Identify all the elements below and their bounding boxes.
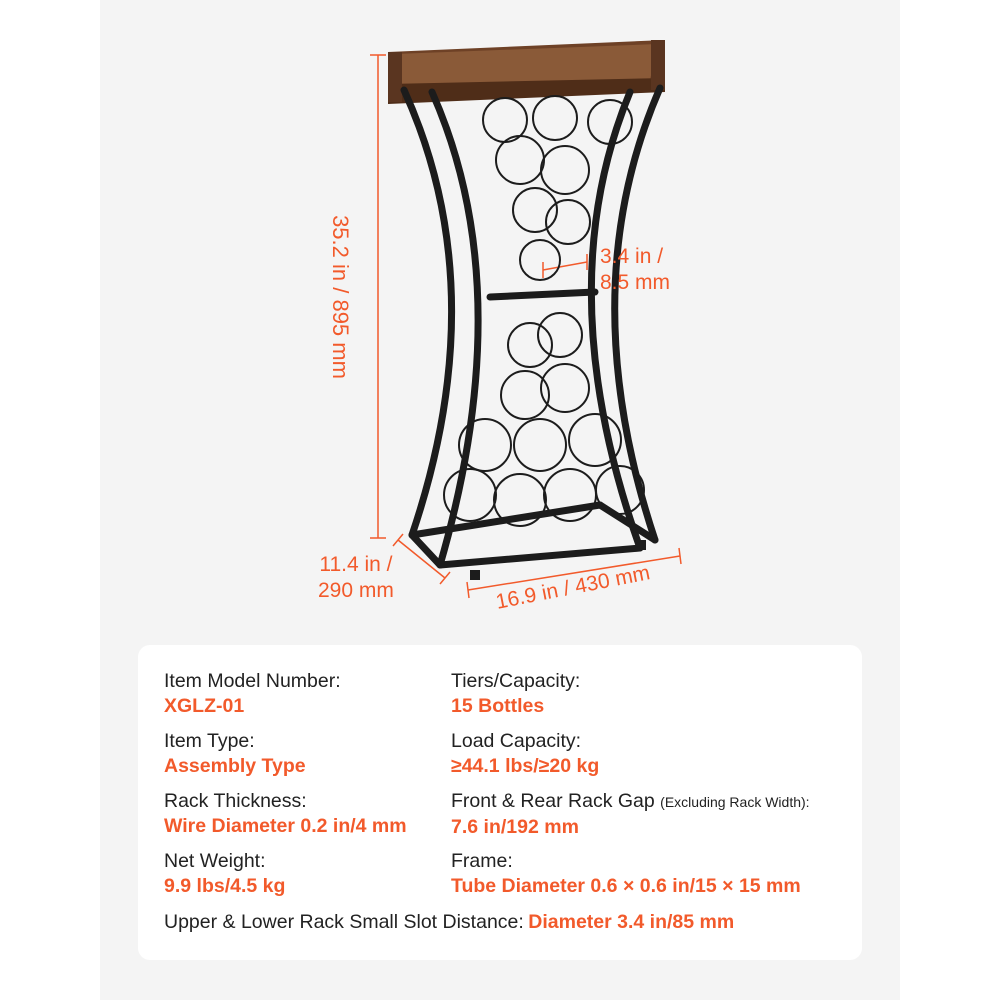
depth-dimension-line1: 11.4 in / — [319, 553, 393, 576]
spec-value: ≥44.1 lbs/≥20 kg — [451, 755, 600, 777]
spec-thickness — [164, 789, 407, 839]
spec-label: Item Type: — [164, 730, 255, 752]
gap-dimension-line1: 3.4 in / — [600, 245, 664, 268]
spec-value: 15 Bottles — [451, 695, 545, 717]
spec-value: Diameter 3.4 in/85 mm — [528, 911, 735, 933]
depth-dimension-line2: 290 mm — [318, 579, 394, 602]
gap-dimension-line2: 8.5 mm — [600, 271, 671, 294]
spec-type — [164, 729, 306, 779]
spec-capacity — [451, 669, 580, 719]
spec-label: Tiers/Capacity: — [451, 670, 581, 692]
spec-label: Upper & Lower Rack Small Slot Distance: — [164, 911, 524, 933]
width-dimension-label: 16.9 in / 430 mm — [493, 561, 652, 614]
spec-card — [138, 645, 862, 960]
metal-frame — [404, 88, 660, 565]
spec-weight — [164, 849, 285, 899]
spec-value: Assembly Type — [164, 755, 306, 777]
spec-value: Wire Diameter 0.2 in/4 mm — [164, 815, 407, 837]
spec-value: Tube Diameter 0.6 × 0.6 in/15 × 15 mm — [451, 875, 801, 897]
gap-dimension-label — [600, 244, 670, 296]
spec-label: Load Capacity: — [451, 730, 582, 752]
spec-frame — [451, 849, 801, 899]
spec-slot-distance — [164, 910, 734, 935]
depth-dimension-label — [318, 552, 394, 604]
height-dimension-label: 35.2 in / 895 mm — [328, 215, 353, 379]
spec-value: XGLZ-01 — [164, 695, 245, 717]
spec-label: Net Weight: — [164, 850, 266, 872]
spec-value: 9.9 lbs/4.5 kg — [164, 875, 286, 897]
spec-rack-gap — [451, 789, 810, 840]
spec-label-text: Front & Rear Rack Gap — [451, 790, 655, 812]
spec-load — [451, 729, 599, 779]
spec-label: Frame: — [451, 850, 513, 872]
spec-label-note: (Excluding Rack Width): — [660, 794, 810, 810]
spec-model — [164, 669, 341, 719]
spec-label: Item Model Number: — [164, 670, 341, 692]
spec-label — [451, 789, 810, 815]
spec-label: Rack Thickness: — [164, 790, 307, 812]
spec-value: 7.6 in/192 mm — [451, 816, 579, 838]
